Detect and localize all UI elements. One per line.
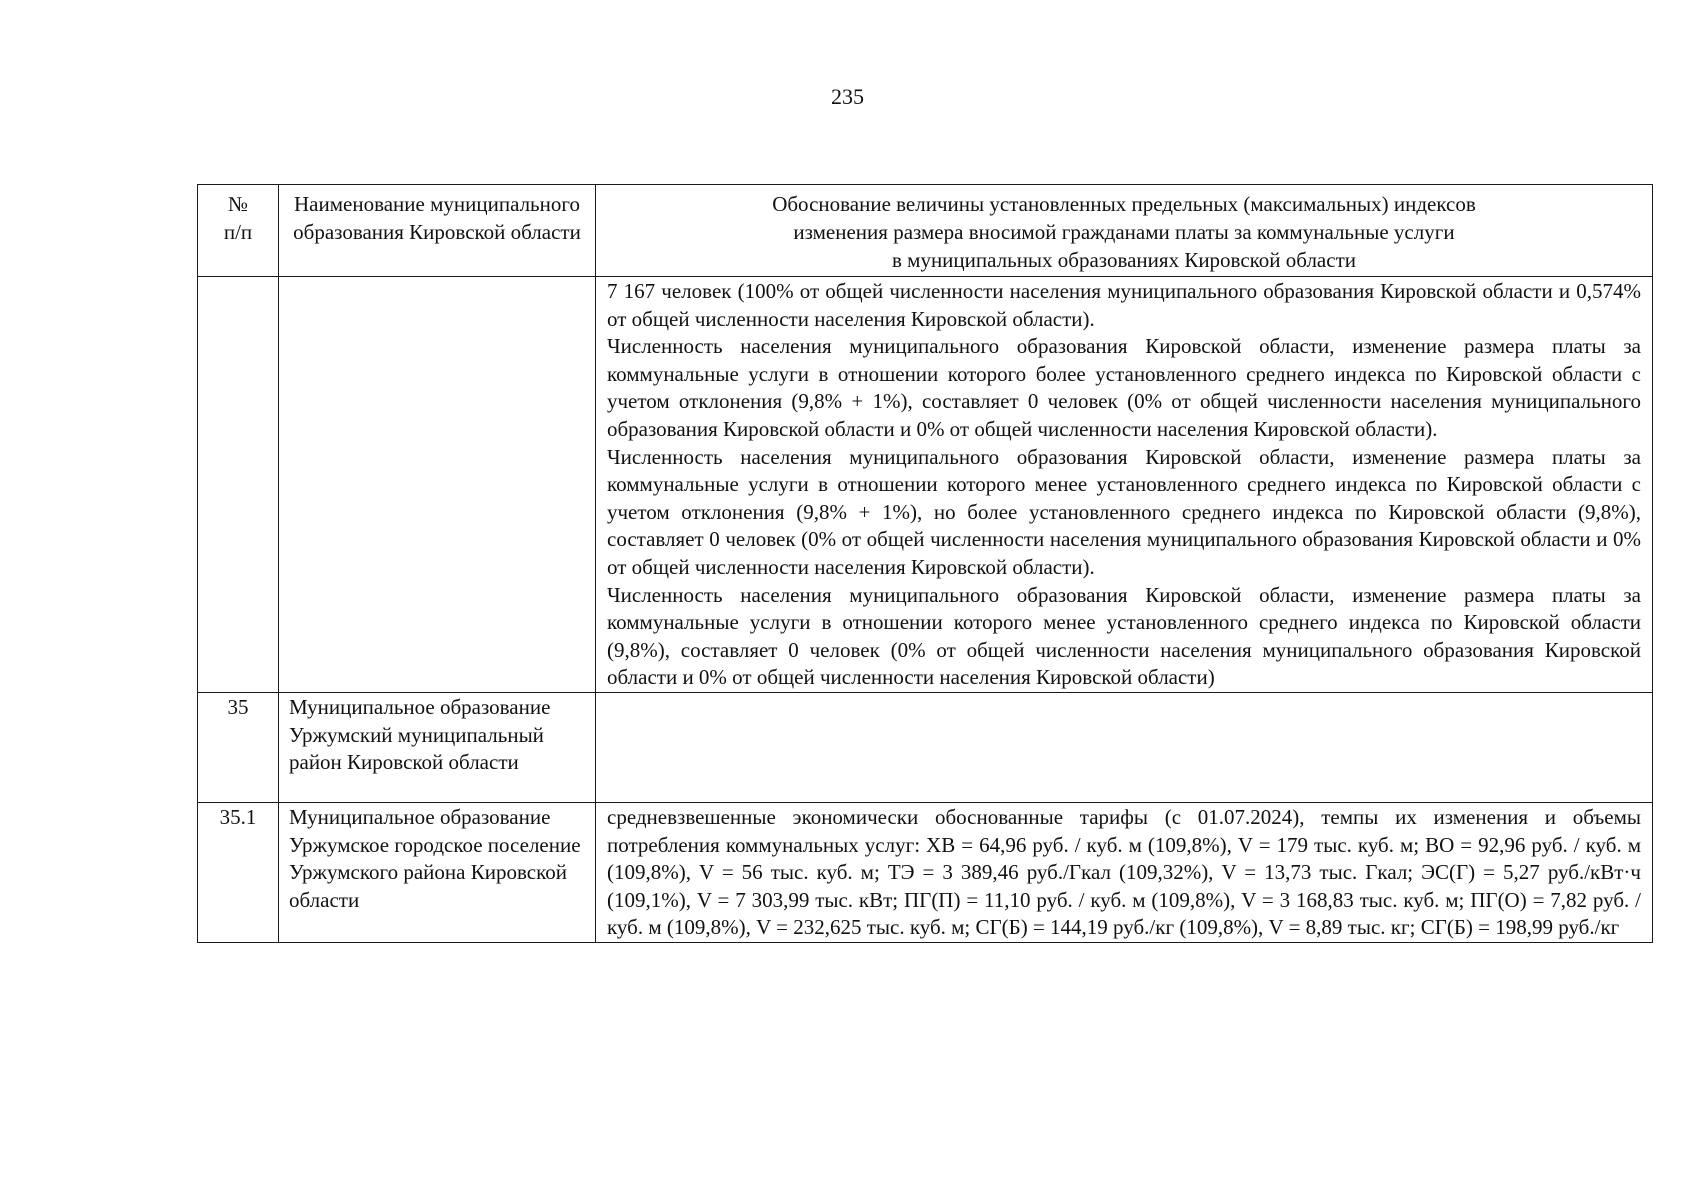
justification-paragraph: Численность населения муниципального образования Кировской области, изменение размера платы за коммунальные услуги в отношении которого менее установленного среднего индекса по Кировской области (9,8%), составляет 0 человек (0% от общей численности населения муниципального образования Кировской области и 0% от общей численности населения Кировской области) — [607, 582, 1641, 690]
header-municipality-name: Наименование муниципального образования Кировской области — [279, 185, 596, 277]
header-justification — [596, 185, 1653, 277]
row-justification — [596, 277, 1653, 693]
row-municipality-name: Муниципальное образование Уржумский муниципальный район Кировской области — [279, 692, 596, 802]
justification-paragraph: средневзвешенные экономически обоснованные тарифы (с 01.07.2024), темпы их изменения и объемы потребления коммунальных услуг: ХВ = 64,96 руб. / куб. м (109,8%), V = 179 тыс. куб. м; ВО = 92,96 руб. / куб. м (109,8%), V = 56 тыс. куб. м; ТЭ = 3 389,46 руб./Гкал (109,32%), V = 13,73 тыс. Гкал; ЭС(Г) = 5,27 руб./кВт·ч (109,1%), V = 7 303,99 тыс. кВт; ПГ(П) = 11,10 руб. / куб. м (109,8%), V = 3 168,83 тыс. куб. м; ПГ(О) = 7,82 руб. / куб. м (109,8%), V = 232,625 тыс. куб. м; СГ(Б) = 144,19 руб./кг (109,8%), V = 8,89 тыс. кг; СГ(Б) = 198,99 руб./кг — [607, 804, 1641, 940]
justification-paragraph: 7 167 человек (100% от общей численности населения муниципального образования Кировской области и 0,574% от общей численности населения Кировской области). — [607, 279, 1641, 331]
row-municipality-name: Муниципальное образование Уржумское городское поселение Уржумского района Кировской области — [279, 802, 596, 942]
table-header-row — [198, 185, 1653, 277]
justification-paragraph: Численность населения муниципального образования Кировской области, изменение размера платы за коммунальные услуги в отношении которого более установленного среднего индекса по Кировской области с учетом отклонения (9,8% + 1%), составляет 0 человек (0% от общей численности населения муниципального образования Кировской области и 0% от общей численности населения Кировской области). — [607, 334, 1641, 441]
header-justification-line-3: в муниципальных образованиях Кировской области — [891, 248, 1356, 272]
header-number-symbol: № — [227, 192, 249, 216]
table-row — [198, 802, 1653, 942]
page-number: 235 — [831, 84, 864, 109]
row-number: 35 — [198, 692, 279, 802]
row-number: 35.1 — [198, 802, 279, 942]
justification-paragraph: Численность населения муниципального образования Кировской области, изменение размера платы за коммунальные услуги в отношении которого менее установленного среднего индекса по Кировской области с учетом отклонения (9,8% + 1%), но более установленного среднего индекса по Кировской области (9,8%), составляет 0 человек (0% от общей численности населения муниципального образования Кировской области и 0% от общей численности населения Кировской области). — [607, 444, 1641, 579]
row-justification — [596, 802, 1653, 942]
justification-table — [197, 184, 1653, 943]
header-justification-line-2: изменения размера вносимой гражданами платы за коммунальные услуги — [793, 220, 1455, 244]
header-justification-line-1: Обоснование величины установленных предельных (максимальных) индексов — [772, 192, 1476, 216]
table-row — [198, 277, 1653, 693]
row-municipality-name — [279, 277, 596, 693]
header-number — [198, 185, 279, 277]
row-number — [198, 277, 279, 693]
table-row — [198, 692, 1653, 802]
header-number-abbr: п/п — [223, 220, 253, 244]
row-justification — [596, 692, 1653, 802]
